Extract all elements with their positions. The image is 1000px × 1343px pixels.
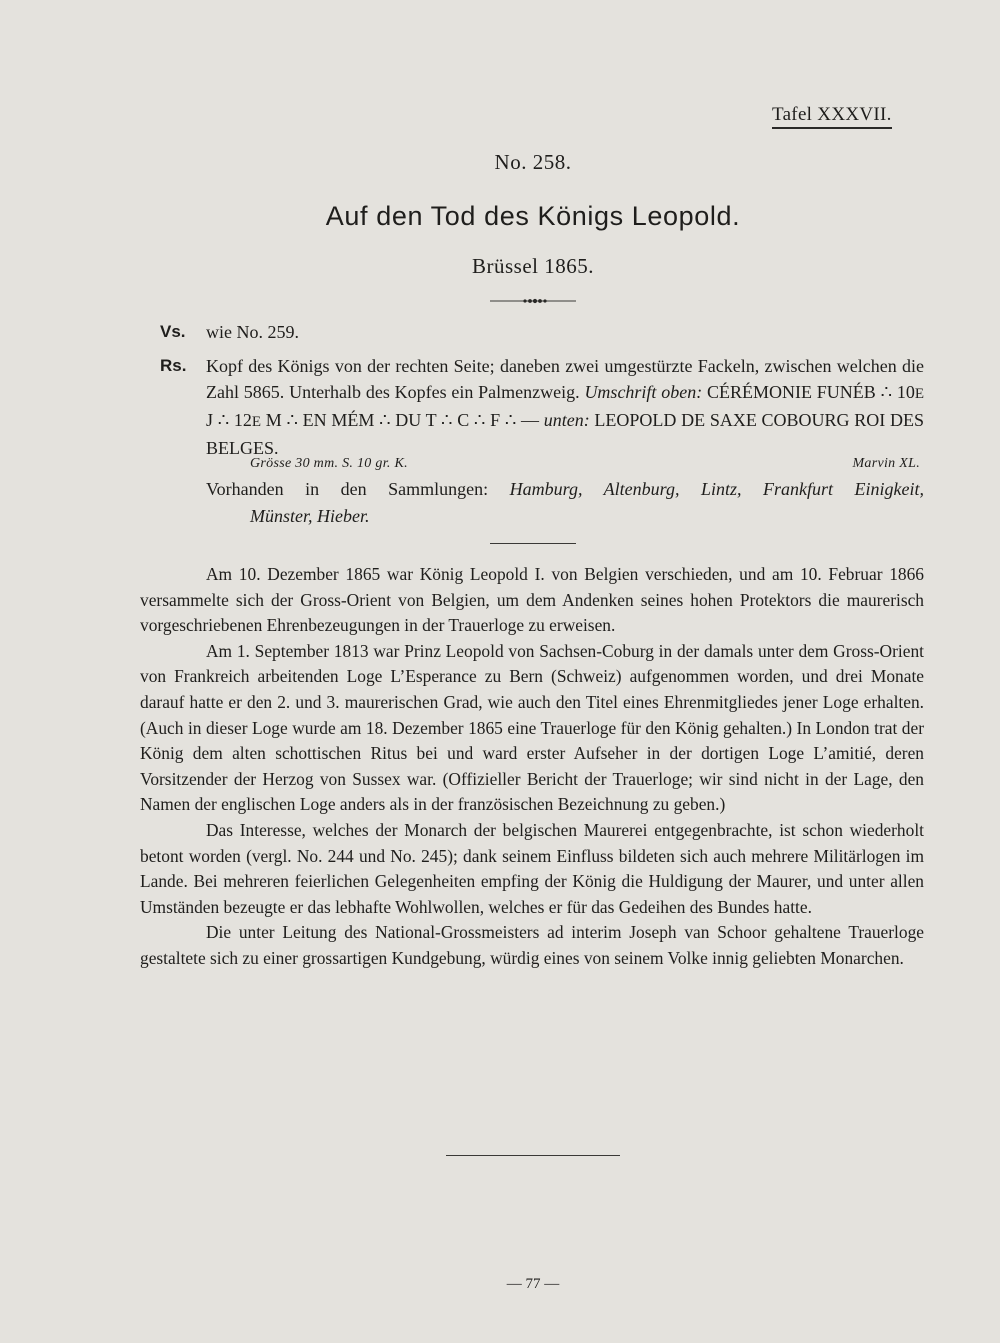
reverse-entry bbox=[160, 353, 924, 457]
holdings-line bbox=[206, 476, 924, 503]
holdings-places-continued: Münster, Hieber. bbox=[250, 506, 370, 526]
inscription-top-part: CÉRÉMONIE FUNÉB ∴ 10 bbox=[707, 382, 915, 402]
holdings-places: Hamburg, Altenburg, Lintz, Frankfurt Einigkeit, bbox=[509, 479, 925, 499]
collections-holdings bbox=[206, 476, 924, 530]
commentary-text bbox=[140, 562, 924, 972]
section-divider bbox=[490, 543, 576, 544]
inscription-top-part: J ∴ 12 bbox=[206, 410, 252, 430]
place-and-year: Brüssel 1865. bbox=[472, 254, 594, 278]
obverse-tag: Vs. bbox=[160, 322, 186, 341]
obverse-entry bbox=[160, 319, 924, 345]
reverse-text: Kopf des Königs von der rechten Seite; daneben zwei umgestürzte Fackeln, zwischen welchen die Zahl 5865. Unterhalb des Kopfes ein Palmenzweig. bbox=[206, 356, 924, 402]
obverse-description: wie No. 259. bbox=[206, 322, 299, 342]
inscription-bottom: LEOPOLD DE SAXE COBOURG ROI DES BELGES. bbox=[206, 410, 924, 458]
holdings-label: Vorhanden in den Sammlungen: bbox=[206, 479, 489, 499]
reference-marvin: Marvin XL. bbox=[852, 456, 920, 471]
end-divider bbox=[446, 1155, 620, 1156]
reverse-tag: Rs. bbox=[160, 356, 187, 375]
inscription-top-small: E bbox=[251, 414, 262, 430]
inscription-top-small: E bbox=[914, 386, 925, 402]
plate-label: Tafel XXXVII. bbox=[772, 104, 892, 129]
inscription-label-top: Umschrift oben: bbox=[584, 382, 703, 402]
page-title: Auf den Tod des Königs Leopold. bbox=[325, 201, 741, 231]
paragraph: Die unter Leitung des National-Grossmeisters ad interim Joseph van Schoor gehaltene Trauerloge gestaltete sich zu einer grossartigen Kundgebung, würdig eines von seinem Volke innig geliebten Monarchen. bbox=[140, 922, 924, 968]
inscription-top-part: M ∴ EN MÉM ∴ DU T ∴ C ∴ F ∴ — bbox=[261, 410, 539, 430]
medal-specs bbox=[250, 456, 924, 472]
reverse-description bbox=[206, 353, 924, 461]
paragraph: Am 10. Dezember 1865 war König Leopold I. von Belgien verschieden, und am 10. Februar 1866 versammelte sich der Gross-Orient von Belgien, um dem Andenken seines hohen Protektors die maurerisch vorgeschriebenen Ehrenbezeugungen in der Trauerloge zu erweisen. bbox=[140, 564, 924, 636]
paragraph: Am 1. September 1813 war Prinz Leopold von Sachsen-Coburg in der damals unter dem Gross-Orient von Frankreich arbeitenden Loge L’Esperance zu Bern (Schweiz) aufgenommen worden, und drei Monate darauf hatte er den 2. und 3. maurerischen Grad, wie auch den Titel eines Ehrenmitgliedes jener Loge erhalten. (Auch in dieser Loge wurde am 18. Dezember 1865 eine Trauerloge für den König gehalten.) In London trat der König dem alten schottischen Ritus bei und ward erster Aufseher in der dortigen Loge L’amitié, deren Vorsitzender der Herzog von Sussex war. (Offizieller Bericht der Trauerloge; wir sind nicht in der Lage, den Namen der englischen Loge anders als in der französischen Bezeichnung zu geben.) bbox=[140, 640, 924, 815]
page-number: — 77 — bbox=[506, 1276, 560, 1292]
ornament-divider bbox=[490, 298, 576, 304]
paragraph: Das Interesse, welches der Monarch der belgischen Maurerei entgegenbrachte, ist schon wiederholt betont worden (vergl. No. 244 und No. 245); dank seinem Einfluss bildeten sich auch mehrere Militärlogen im Lande. Bei mehreren feierlichen Gelegenheiten empfing der König die Huldigung der Maurer, und unter allen Umständen bezeugte er das lebhafte Wohlwollen, welches er für das Gedeihen des Bundes hatte. bbox=[140, 819, 924, 917]
catalogue-number: No. 258. bbox=[494, 150, 572, 174]
medal-size-weight: Grösse 30 mm. S. 10 gr. K. bbox=[250, 456, 408, 471]
inscription-label-bottom: unten: bbox=[543, 410, 590, 430]
